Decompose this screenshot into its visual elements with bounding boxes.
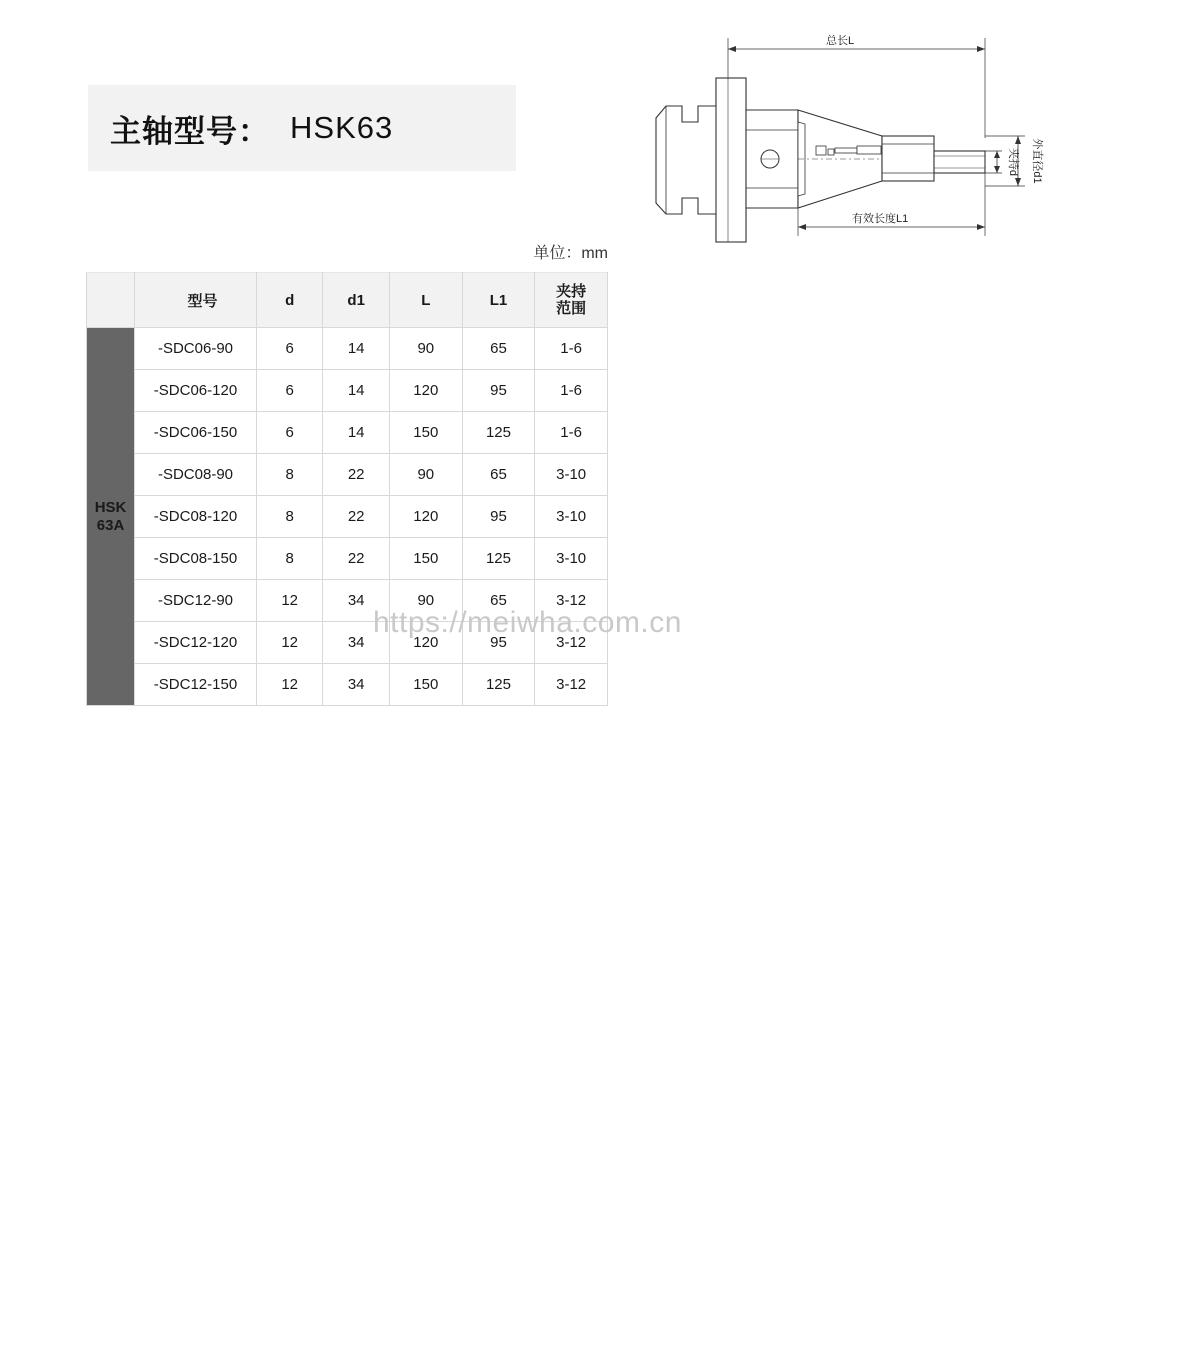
cell-clamping-range: 1-6 bbox=[535, 370, 608, 412]
cell-clamping-range: 3-12 bbox=[535, 580, 608, 622]
cell-l: 90 bbox=[389, 580, 462, 622]
table-row bbox=[87, 664, 608, 706]
cell-clamping-range: 1-6 bbox=[535, 328, 608, 370]
cell-l1: 65 bbox=[462, 328, 535, 370]
header-l1: L1 bbox=[462, 273, 535, 328]
table-row bbox=[87, 412, 608, 454]
table-header-row bbox=[87, 273, 608, 328]
cell-model: -SDC08-120 bbox=[135, 496, 257, 538]
cell-l1: 95 bbox=[462, 496, 535, 538]
watermark-url: https://meiwha.com.cn bbox=[373, 606, 682, 639]
unit-note: 单位：mm bbox=[533, 245, 608, 262]
cell-d1: 22 bbox=[323, 496, 390, 538]
cell-l1: 125 bbox=[462, 538, 535, 580]
cell-model: -SDC12-120 bbox=[135, 622, 257, 664]
series-label-line1: HSK bbox=[94, 498, 127, 516]
cell-d1: 22 bbox=[323, 454, 390, 496]
cell-d1: 14 bbox=[323, 370, 390, 412]
cell-l: 120 bbox=[389, 622, 462, 664]
cell-model: -SDC12-90 bbox=[135, 580, 257, 622]
cell-d: 8 bbox=[256, 538, 323, 580]
cell-d1: 34 bbox=[323, 622, 390, 664]
header-d1: d1 bbox=[323, 273, 390, 328]
cell-l: 90 bbox=[389, 328, 462, 370]
cell-clamping-range: 3-10 bbox=[535, 496, 608, 538]
dim-total-length-label: 总长L bbox=[826, 35, 855, 47]
tool-holder-drawing bbox=[620, 18, 1180, 268]
cell-l: 150 bbox=[389, 664, 462, 706]
cell-clamping-range: 3-12 bbox=[535, 664, 608, 706]
spec-table bbox=[86, 272, 608, 706]
cell-model: -SDC06-150 bbox=[135, 412, 257, 454]
cell-l: 150 bbox=[389, 538, 462, 580]
spindle-model-label: 主轴型号： bbox=[110, 113, 270, 149]
table-row bbox=[87, 496, 608, 538]
table-row bbox=[87, 538, 608, 580]
cell-model: -SDC08-90 bbox=[135, 454, 257, 496]
cell-l1: 125 bbox=[462, 412, 535, 454]
cell-model: -SDC06-120 bbox=[135, 370, 257, 412]
cell-d: 6 bbox=[256, 412, 323, 454]
cell-d: 6 bbox=[256, 328, 323, 370]
cell-l1: 95 bbox=[462, 370, 535, 412]
cell-d1: 22 bbox=[323, 538, 390, 580]
cell-model: -SDC06-90 bbox=[135, 328, 257, 370]
header-d: d bbox=[256, 273, 323, 328]
cell-d1: 34 bbox=[323, 580, 390, 622]
header-model: 型号 bbox=[135, 273, 257, 328]
cell-d1: 34 bbox=[323, 664, 390, 706]
header-clamping-range-line1: 夹持 bbox=[556, 282, 587, 300]
header-series bbox=[87, 273, 135, 328]
table-row bbox=[87, 580, 608, 622]
header-clamping-range bbox=[535, 273, 608, 328]
cell-clamping-range: 3-10 bbox=[535, 454, 608, 496]
spindle-model-banner bbox=[88, 85, 516, 171]
cell-l1: 65 bbox=[462, 580, 535, 622]
cell-d: 8 bbox=[256, 496, 323, 538]
table-row bbox=[87, 328, 608, 370]
cell-clamping-range: 3-10 bbox=[535, 538, 608, 580]
cell-clamping-range: 1-6 bbox=[535, 412, 608, 454]
cell-model: -SDC08-150 bbox=[135, 538, 257, 580]
cell-l1: 125 bbox=[462, 664, 535, 706]
series-label-line2: 63A bbox=[96, 516, 125, 534]
cell-d1: 14 bbox=[323, 412, 390, 454]
dim-outer-diameter-label: 外直径d1 bbox=[1031, 138, 1043, 184]
cell-d1: 14 bbox=[323, 328, 390, 370]
cell-d: 8 bbox=[256, 454, 323, 496]
table-row bbox=[87, 370, 608, 412]
spec-table-body bbox=[87, 328, 608, 706]
cell-model: -SDC12-150 bbox=[135, 664, 257, 706]
table-row bbox=[87, 454, 608, 496]
cell-l1: 95 bbox=[462, 622, 535, 664]
dim-effective-length-label: 有效长度L1 bbox=[852, 213, 909, 225]
table-row bbox=[87, 622, 608, 664]
cell-l: 90 bbox=[389, 454, 462, 496]
dim-clamp-diameter-label: 夹持d bbox=[1007, 147, 1019, 177]
spindle-model-value: HSK63 bbox=[290, 110, 394, 145]
spec-table-header bbox=[87, 273, 608, 328]
series-label-cell bbox=[87, 328, 135, 706]
cell-d: 6 bbox=[256, 370, 323, 412]
cell-clamping-range: 3-12 bbox=[535, 622, 608, 664]
cell-l1: 65 bbox=[462, 454, 535, 496]
cell-d: 12 bbox=[256, 622, 323, 664]
spec-table-container bbox=[86, 272, 608, 706]
cell-l: 120 bbox=[389, 370, 462, 412]
header-clamping-range-line2: 范围 bbox=[556, 300, 587, 317]
cell-d: 12 bbox=[256, 580, 323, 622]
header-l: L bbox=[389, 273, 462, 328]
cell-l: 150 bbox=[389, 412, 462, 454]
cell-d: 12 bbox=[256, 664, 323, 706]
cell-l: 120 bbox=[389, 496, 462, 538]
